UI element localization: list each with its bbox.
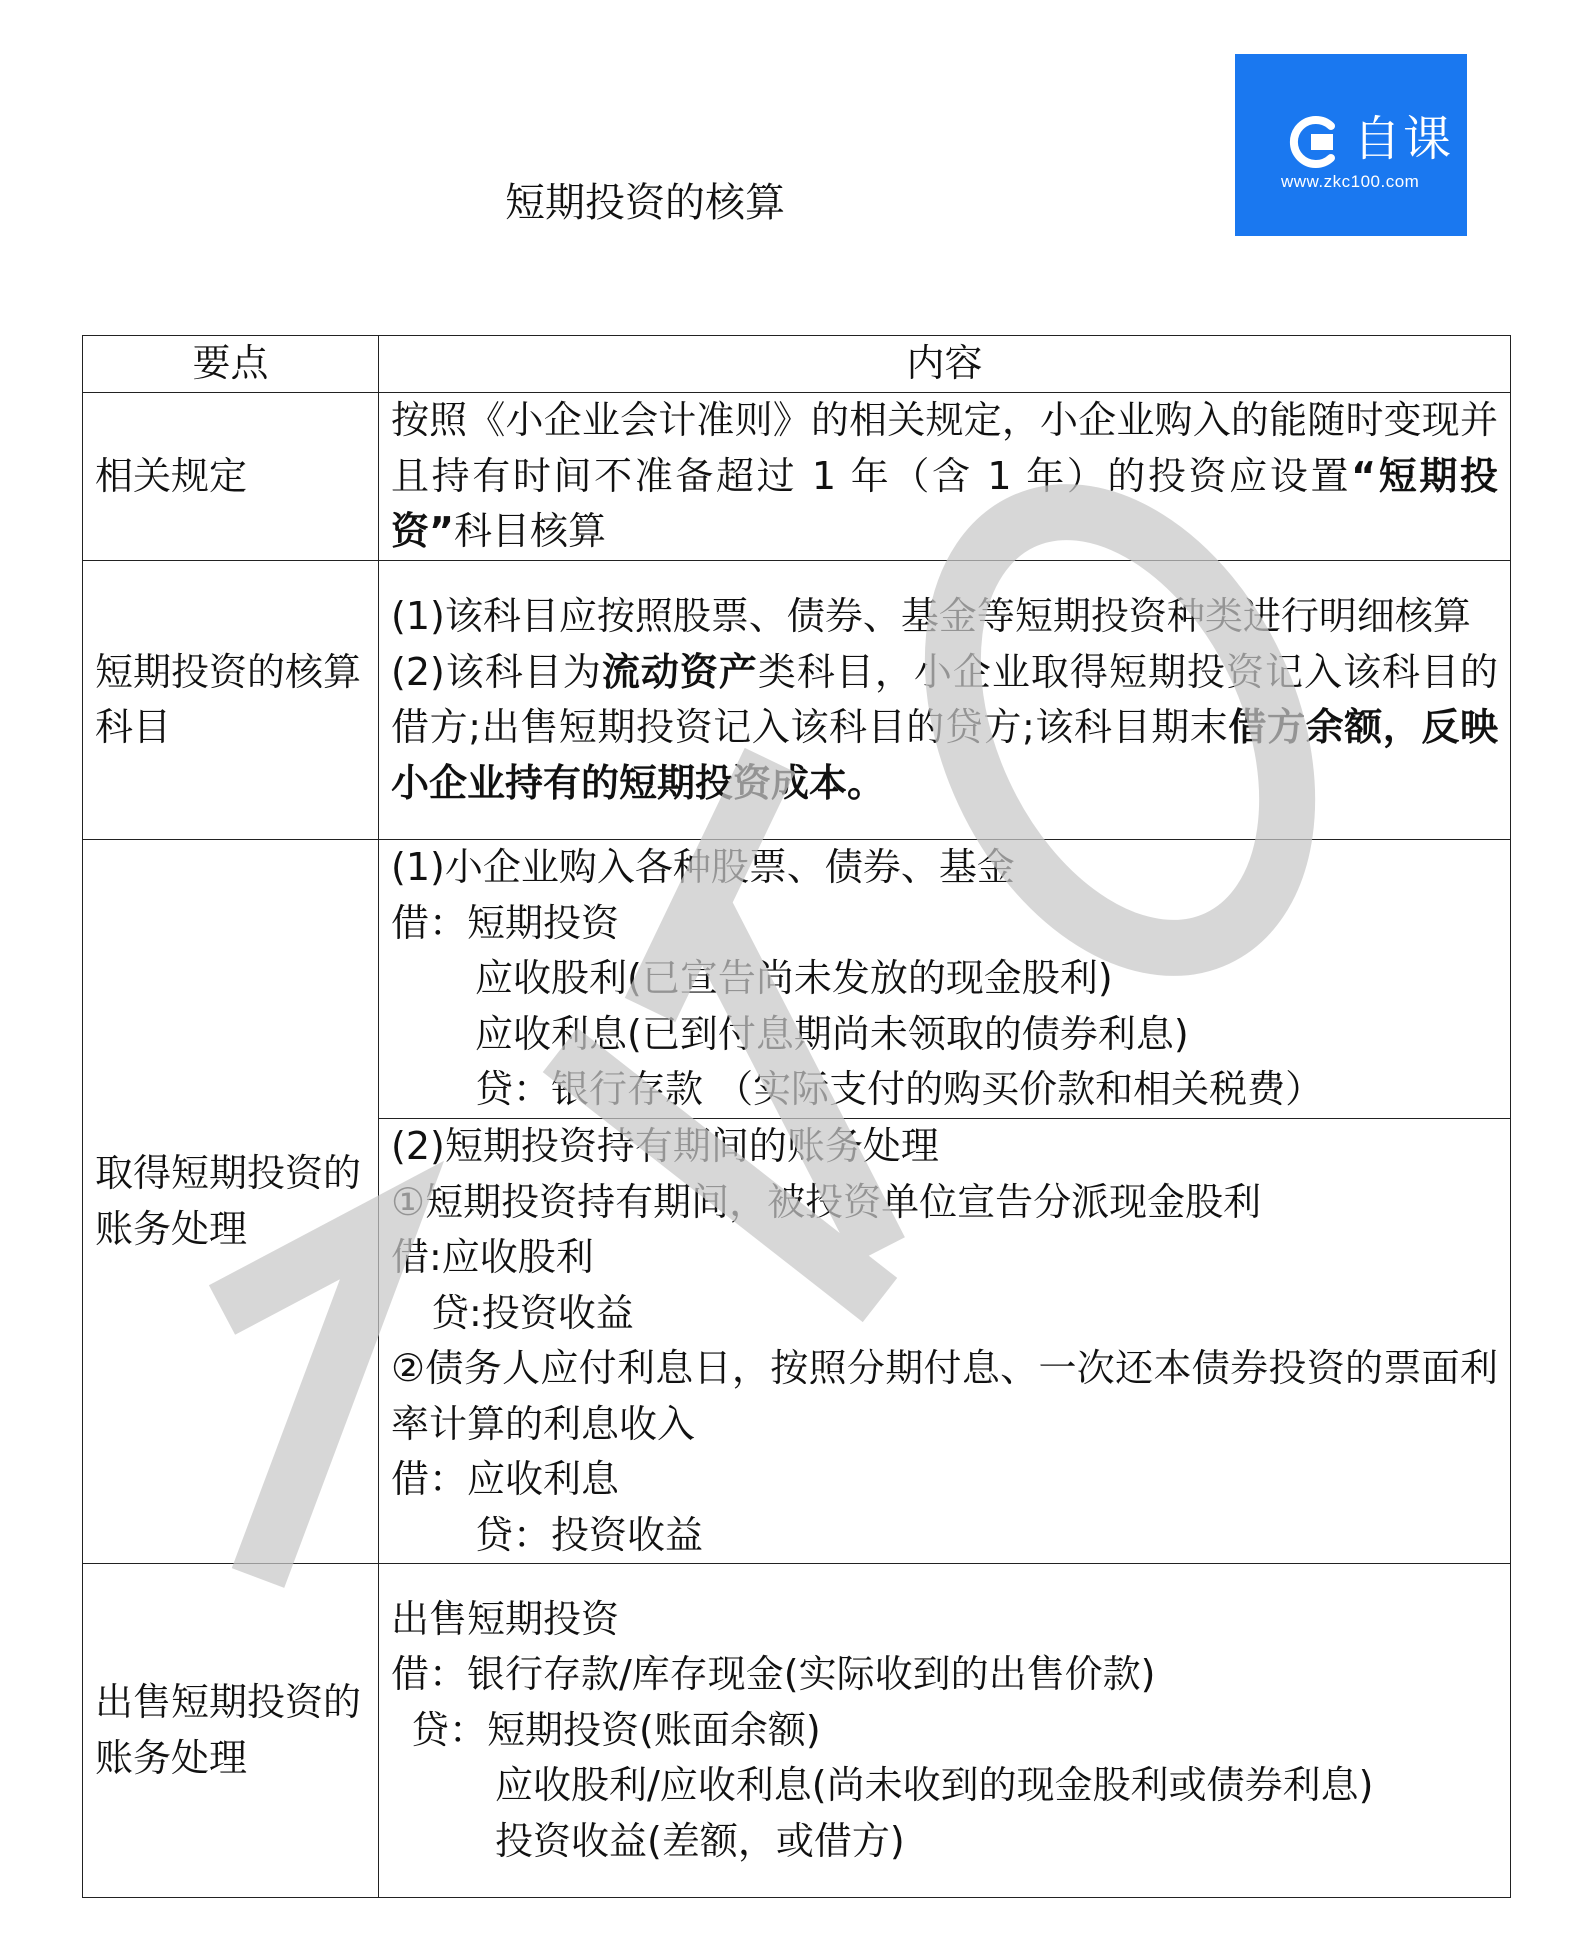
content-line: 借：短期投资 [391,900,620,945]
row-content [379,561,1511,840]
zike-logo [1235,54,1467,236]
bold-run: 借方余额，反映小企业持有的短期投资成本。 [391,705,1498,805]
row-key: 短期投资的核算科目 [83,561,379,840]
content-line: (1)小企业购入各种股票、债券、基金 [391,845,1015,890]
table-row [83,393,1511,561]
text-run: 科目核算 [453,509,606,554]
content-line: 应收利息(已到付息期尚未领取的债券利息) [475,1011,1189,1056]
content-line: (2)短期投资持有期间的账务处理 [391,1124,939,1168]
content-paragraph: (1)该科目应按照股票、债券、基金等短期投资种类进行明细核算 [391,594,1471,638]
zike-logo-icon [1285,116,1343,168]
content-line: 贷：投资收益 [475,1512,704,1557]
content-paragraph: ②债务人应付利息日，按照分期付息、一次还本债券投资的票面利率计算的利息收入 [391,1346,1498,1446]
bold-run: “短期投资” [391,453,1498,554]
content-table [82,335,1511,1898]
content-paragraph: 应收股利/应收利息(尚未收到的现金股利或债券利息) [495,1763,1374,1808]
content-line: ①短期投资持有期间，被投资单位宣告分派现金股利 [391,1179,1262,1224]
row-key: 出售短期投资的账务处理 [83,1564,379,1898]
logo-brand-text: 自课 [1353,111,1454,167]
table-header-row [83,336,1511,393]
content-line: 借：应收利息 [391,1457,620,1501]
content-line: 借：银行存款/库存现金(实际收到的出售价款) [391,1652,1156,1697]
row-content [379,1564,1511,1898]
content-line: 出售短期投资 [391,1596,620,1641]
table-row [83,561,1511,840]
text-run: 按照《小企业会计准则》的相关规定，小企业购入的能随时变现并且持有时间不准备超过 1 年（含 1 年）的投资应设置 [391,398,1498,498]
logo-url: www.zkc100.com [1281,172,1420,191]
row-content [379,840,1511,1119]
header-content: 内容 [379,336,1511,393]
page-title: 短期投资的核算 [505,180,785,226]
row-key: 取得短期投资的账务处理 [83,840,379,1564]
content-line: 贷：短期投资(账面余额) [411,1707,821,1752]
header-key: 要点 [83,336,379,393]
text-run: (2)该科目为 [391,649,602,694]
content-line: 投资收益(差额，或借方) [495,1818,905,1863]
text-run: 类科目，小企业取得短期投资记入该科目的借方;出售短期投资记入该科目的贷方;该科目期末 [391,649,1498,749]
content-paragraph [391,645,1498,812]
content-line: 贷:投资收益 [431,1290,634,1335]
row-key: 相关规定 [83,393,379,561]
bold-run: 流动资产 [601,649,758,694]
content-line: 贷：银行存款 （实际支付的购买价款和相关税费） [475,1067,1324,1112]
table-row [83,1564,1511,1898]
table-row [83,840,1511,1119]
content-line: 应收股利(已宣告尚未发放的现金股利) [475,956,1113,1001]
content-paragraph [391,393,1498,560]
content-line: 借:应收股利 [391,1235,594,1279]
row-content [379,393,1511,561]
row-content [379,1119,1511,1564]
